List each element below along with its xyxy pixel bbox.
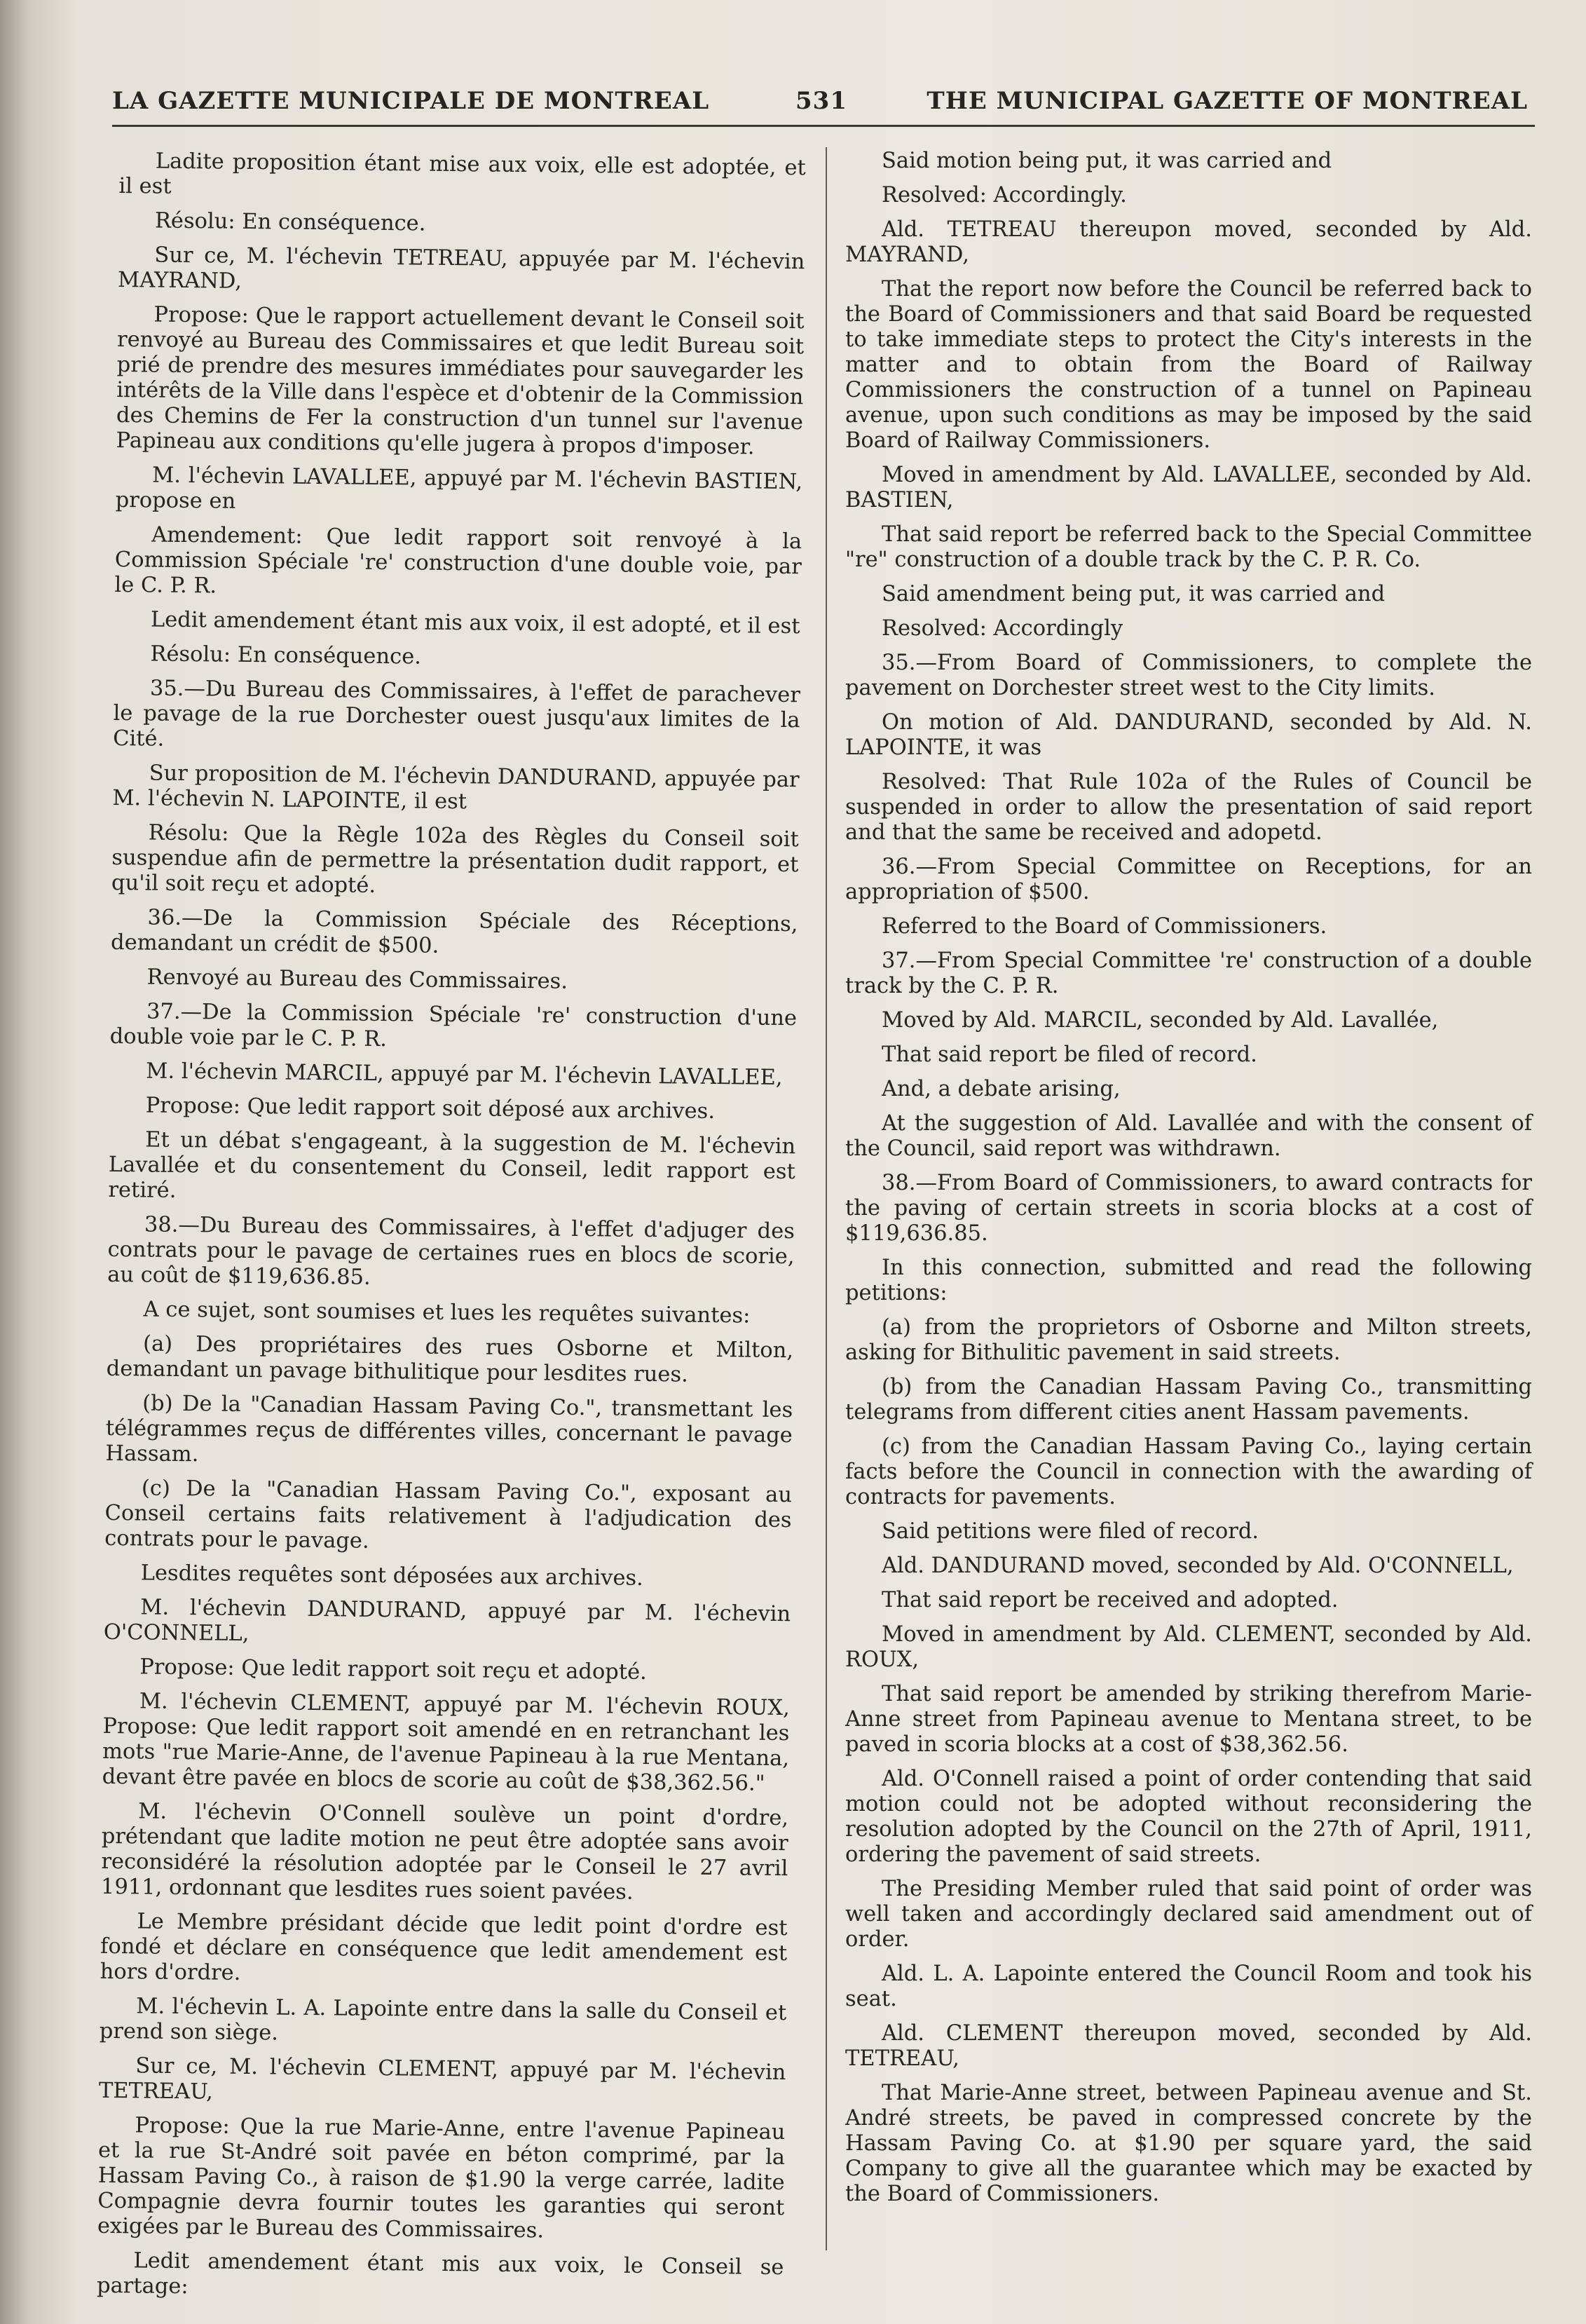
paragraph: 35.—From Board of Commissioners, to complete the pavement on Dorchester street west to the City limits. (845, 651, 1532, 700)
paragraph: Résolu: En conséquence. (150, 641, 422, 670)
paragraph: 37.—From Special Committee 're' construction of a double track by the C. P. R. (845, 949, 1532, 998)
paragraph: Moved in amendment by Ald. LAVALLEE, seconded by Ald. BASTIEN, (845, 463, 1532, 512)
paragraph: Resolved: Accordingly. (882, 183, 1127, 208)
paragraph: Resolved: That Rule 102a of the Rules of Council be suspended in order to allow the presentation of said report and that the same be received and adopetd. (845, 770, 1532, 845)
paragraph: Moved in amendment by Ald. CLEMENT, seconded by Ald. ROUX, (845, 1622, 1532, 1672)
paragraph: Moved by Ald. MARCIL, seconded by Ald. Lavallée, (882, 1008, 1439, 1033)
page-number: 531 (795, 87, 847, 115)
french-column (97, 149, 806, 2315)
paragraph: Propose: Que ledit rapport soit reçu et adopté. (139, 1654, 647, 1685)
paragraph: M. l'échevin L. A. Lapointe entre dans la salle du Conseil et prend son siège. (99, 1994, 787, 2046)
paragraph: (a) Des propriétaires des rues Osborne et Milton, demandant un pavage bithulitique pour lesdites rues. (106, 1331, 794, 1387)
paragraph: Said motion being put, it was carried and (882, 149, 1332, 173)
paragraph: Lesdites requêtes sont déposées aux archives. (140, 1561, 644, 1591)
header-rule (112, 125, 1535, 127)
paragraph: Ald. TETREAU thereupon moved, seconded by Ald. MAYRAND, (845, 217, 1532, 267)
paragraph: 38.—Du Bureau des Commissaires, à l'effet d'adjuger des contrats pour le pavage de certaines rues en blocs de scorie, au coût de $119,636.85. (107, 1212, 795, 1290)
paragraph: Résolu: En conséquence. (154, 208, 426, 236)
paragraph: And, a debate arising, (882, 1077, 1121, 1101)
column-divider (826, 147, 827, 2250)
paragraph: 36.—De la Commission Spéciale des Réceptions, demandant un crédit de $500. (110, 905, 798, 958)
paragraph: M. l'échevin DANDURAND, appuyé par M. l'échevin O'CONNELL, (103, 1595, 791, 1647)
paragraph: Propose: Que ledit rapport soit déposé aux archives. (145, 1093, 716, 1124)
paragraph: Ald. L. A. Lapointe entered the Council Room and took his seat. (845, 1962, 1532, 2011)
paragraph: 37.—De la Commission Spéciale 're' construction d'une double voie par le C. P. R. (109, 999, 798, 1052)
paragraph: (b) De la "Canadian Hassam Paving Co.", transmettant les télégrammes reçus de différentes villes, concernant le pavage Hassam. (105, 1391, 793, 1467)
paragraph: Ald. CLEMENT thereupon moved, seconded by Ald. TETREAU, (845, 2021, 1532, 2071)
paragraph: Renvoyé au Bureau des Commissaires. (146, 965, 568, 994)
paragraph: That said report be referred back to the Special Committee "re" construction of a double track by the C. P. R. Co. (845, 522, 1532, 572)
paragraph: Resolved: Accordingly (882, 616, 1123, 641)
paragraph: The Presiding Member ruled that said point of order was well taken and accordingly declared said amendment out of order. (845, 1877, 1532, 1952)
header-english-title: THE MUNICIPAL GAZETTE OF MONTREAL (927, 87, 1528, 115)
paragraph: (b) from the Canadian Hassam Paving Co., transmitting telegrams from different cities anent Hassam pavements. (845, 1375, 1532, 1425)
paragraph: At the suggestion of Ald. Lavallée and with the consent of the Council, said report was withdrawn. (845, 1111, 1532, 1161)
paragraph: Referred to the Board of Commissioners. (882, 914, 1327, 939)
paragraph: That said report be filed of record. (882, 1042, 1257, 1067)
running-header (112, 84, 1528, 119)
paragraph: Amendement: Que ledit rapport soit renvoyé à la Commission Spéciale 're' construction d'une double voie, par le C. P. R. (114, 522, 802, 599)
paragraph: Ledit amendement étant mis aux voix, il est adopté, et il est (150, 607, 800, 639)
paragraph: That Marie-Anne street, between Papineau avenue and St. André streets, be paved in compressed concrete by the Hassam Paving Co. at $1.90 per square yard, the said Company to give all the guarantee which may be exacted by the Board of Commissioners. (845, 2081, 1532, 2206)
paragraph: Sur proposition de M. l'échevin DANDURAND, appuyée par M. l'échevin N. LAPOINTE, il est (112, 761, 800, 815)
paragraph: M. l'échevin MARCIL, appuyé par M. l'échevin LAVALLEE, (146, 1059, 783, 1090)
paragraph: Ald. O'Connell raised a point of order contending that said motion could not be adopted without reconsidering the resolution adopted by the Council on the 27th of April, 1911, ordering the pavement of said streets. (845, 1767, 1532, 1867)
english-column (845, 149, 1532, 2216)
paragraph: (c) De la "Canadian Hassam Paving Co.", exposant au Conseil certains faits relativement à l'adjudication des contrats pour le pavage. (104, 1476, 793, 1554)
paragraph: Le Membre présidant décide que ledit point d'ordre est fondé et déclare en conséquence que ledit amendement est hors d'ordre. (100, 1909, 788, 1985)
paragraph: Ledit amendement étant mis aux voix, le Conseil se partage: (96, 2248, 784, 2299)
paragraph: Et un débat s'engageant, à la suggestion de M. l'échevin Lavallée et du consentement du Conseil, ledit rapport est retiré. (108, 1127, 796, 1203)
paragraph: Said amendment being put, it was carried and (882, 582, 1386, 606)
paragraph: Propose: Que la rue Marie-Anne, entre l'avenue Papineau et la rue St-André soit pavée en béton comprimé, par la Hassam Paving Co., à raison de $1.90 la verge carrée, ladite Compagnie devra fournir toutes les garanties qui seront exigées par le Bureau des Commissaires. (97, 2113, 786, 2243)
paragraph: (c) from the Canadian Hassam Paving Co., laying certain facts before the Council in connection with the awarding of contracts for pavements. (845, 1434, 1532, 1509)
paragraph: Propose: Que le rapport actuellement devant le Conseil soit renvoyé au Bureau des Commissaires et que ledit Bureau soit prié de prendre des mesures immédiates pour sauvegarder les intérêts de la Ville dans l'espèce et d'obtenir de la Commission des Chemins de Fer la construction d'un tunnel sur l'avenue Papineau aux conditions qu'elle jugera à propos d'imposer. (116, 302, 805, 460)
paragraph: On motion of Ald. DANDURAND, seconded by Ald. N. LAPOINTE, it was (845, 710, 1532, 760)
paragraph: That said report be received and adopted. (882, 1588, 1339, 1612)
paragraph: A ce sujet, sont soumises et lues les requêtes suivantes: (143, 1297, 751, 1329)
paragraph: M. l'échevin CLEMENT, appuyé par M. l'échevin ROUX, Propose: Que ledit rapport soit amendé en en retranchant les mots "rue Marie-Anne, de l'avenue Papineau à la rue Mentana, devant être pavée en blocs de scorie au coût de $38,362.56." (102, 1689, 790, 1796)
paragraph: M. l'échevin LAVALLEE, appuyé par M. l'échevin BASTIEN, propose en (115, 463, 803, 514)
paragraph: 36.—From Special Committee on Receptions, for an appropriation of $500. (845, 855, 1532, 904)
paragraph: Sur ce, M. l'échevin CLEMENT, appuyé par M. l'échevin TETREAU, (98, 2053, 786, 2105)
paragraph: 38.—From Board of Commissioners, to award contracts for the paving of certain streets in scoria blocks at a cost of $119,636.85. (845, 1171, 1532, 1246)
paragraph: Ald. DANDURAND moved, seconded by Ald. O'CONNELL, (882, 1554, 1514, 1578)
paragraph: That said report be amended by striking therefrom Marie-Anne street from Papineau avenue to Mentana street, to be paved in scoria blocks at a cost of $38,362.56. (845, 1682, 1532, 1757)
paragraph: Ladite proposition étant mise aux voix, elle est adoptée, et il est (118, 149, 806, 199)
paragraph: Résolu: Que la Règle 102a des Règles du Conseil soit suspendue afin de permettre la présentation dudit rapport, et qu'il soit reçu et adopté. (111, 820, 799, 898)
header-french-title: LA GAZETTE MUNICIPALE DE MONTREAL (112, 87, 710, 115)
paragraph: Sur ce, M. l'échevin TETREAU, appuyée par M. l'échevin MAYRAND, (117, 243, 805, 294)
paragraph: M. l'échevin O'Connell soulève un point d'ordre, prétendant que ladite motion ne peut être adoptée sans avoir reconsidéré la résolution adoptée par le Conseil le 27 avril 1911, ordonnant que lesdites rues soient pavées. (100, 1799, 789, 1905)
paragraph: (a) from the proprietors of Osborne and Milton streets, asking for Bithulitic pavement in said streets. (845, 1315, 1532, 1365)
paragraph: That the report now before the Council be referred back to the Board of Commissioners and that said Board be requested to take immediate steps to protect the City's interests in the matter and to obtain from the Board of Railway Commissioners the construction of a tunnel on Papineau avenue, upon such conditions as may be imposed by the said Board of Railway Commissioners. (845, 277, 1532, 453)
paragraph: Said petitions were filed of record. (882, 1519, 1259, 1544)
paragraph: In this connection, submitted and read the following petitions: (845, 1256, 1532, 1305)
paragraph: 35.—Du Bureau des Commissaires, à l'effet de parachever le pavage de la rue Dorchester ouest jusqu'aux limites de la Cité. (113, 676, 801, 752)
